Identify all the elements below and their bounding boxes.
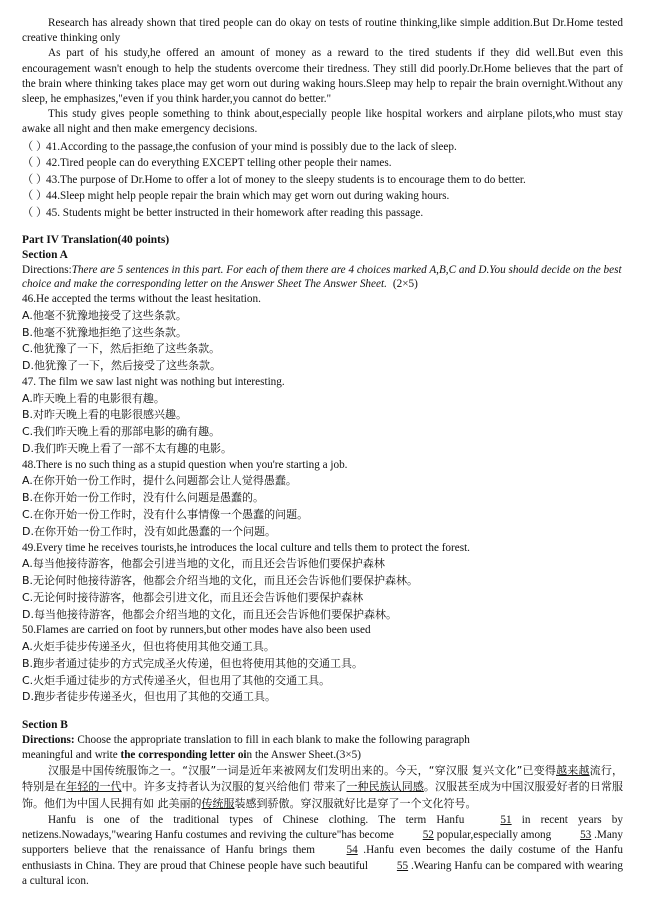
answer-paren[interactable]: （ ） xyxy=(22,173,48,186)
item-47 xyxy=(22,375,623,458)
question-text: 45. Students might be better instructed in their homework after reading this passage. xyxy=(46,207,424,219)
item-50 xyxy=(22,623,623,706)
judgement-questions xyxy=(22,139,623,222)
english-paragraph xyxy=(22,813,623,889)
directions-label: Directions: xyxy=(22,734,75,747)
en-text: .Many supporters believe that the renaissance of Hanfu brings them xyxy=(22,829,623,857)
cn-text: 。汉服甚至成为中国汉服爱好者的日常服饰。他们为中国人民拥有如 此美丽的 xyxy=(22,780,624,811)
option-c[interactable]: C.无论何时接待游客，他都会引进文化，而且还会告诉他们要保护森林 xyxy=(22,590,364,604)
cn-text: 中。许多支持者认为汉服的复兴给他们 带来了 xyxy=(121,780,347,794)
directions-label: Directions: xyxy=(22,263,72,276)
option-d[interactable]: D.每当他接待游客，他都会介绍当地的文化，而且还会告诉他们要保护森林。 xyxy=(22,607,397,621)
en-text: in recent years by netizens.Nowadays,"wearing Hanfu costumes and reviving the culture"has become xyxy=(22,814,623,842)
option-d[interactable]: D.我们昨天晚上看了一部不太有趣的电影。 xyxy=(22,441,232,455)
passage-paragraph-2: As part of his study,he offered an amount of money as a reward to the tired students if they did well.But even this encouragement wasn't enough to help the students overcome their tiredness. They still did poorly.Dr.Home believes that the part of the brain where thinking takes place may get worn out during waking hours.Sleep may help to repair the brain overnight.Without any sleep, he emphasizes,"even if you think harder,you cannot do better." xyxy=(22,47,623,106)
cn-underlined: 年轻的一代 xyxy=(66,780,122,794)
passage-paragraph-3: This study gives people something to think about,especially people like hospital workers and airplane pilots,who must stay awake all night and then make emergency decisions. xyxy=(22,108,623,136)
option-a[interactable]: A.他毫不犹豫地接受了这些条款。 xyxy=(22,308,187,322)
option-b[interactable]: B.跑步者通过徒步的方式完成圣火传递，但也将使用其他的交通工具。 xyxy=(22,656,364,670)
directions-text-end: n the Answer Sheet.(3×5) xyxy=(246,748,361,761)
item-stem: 48.There is no such thing as a stupid question when you're starting a job. xyxy=(22,458,348,471)
passage-paragraph-1: Research has already shown that tired people can do okay on tests of routine thinking,like simple addition.But Dr.Home tested creative thinking only xyxy=(22,17,623,45)
answer-paren[interactable]: （ ） xyxy=(22,190,48,203)
option-d[interactable]: D.他犹豫了一下，然后接受了这些条款。 xyxy=(22,359,221,373)
section-b-title: Section B xyxy=(22,719,68,732)
reading-passage xyxy=(22,0,623,138)
directions-bold-text: the corresponding letter oi xyxy=(120,748,247,761)
directions-text: Choose the appropriate translation to fill in each blank to make the following paragraph meaningful and write xyxy=(22,734,470,761)
cn-underlined: 一种民族认同感 xyxy=(346,780,424,794)
question-text: 44.Sleep might help people repair the brain which may get worn out during waking hours. xyxy=(46,190,450,203)
question-45 xyxy=(22,205,623,222)
option-d[interactable]: D.在你开始一份工作时，没有如此愚蠢的一个问题。 xyxy=(22,524,276,538)
blank-54[interactable]: 54 xyxy=(346,844,358,857)
option-c[interactable]: C.我们昨天晚上看的那部电影的确有趣。 xyxy=(22,425,221,439)
section-a-directions xyxy=(22,263,623,293)
option-b[interactable]: B.他毫不犹豫地拒绝了这些条款。 xyxy=(22,325,188,339)
question-text: 41.According to the passage,the confusion of your mind is possibly due to the lack of sleep. xyxy=(46,140,457,153)
option-c[interactable]: C.在你开始一份工作时，没有什么事情像一个愚蠢的问题。 xyxy=(22,507,309,521)
option-a[interactable]: A.每当他接待游客，他都会引进当地的文化，而且还会告诉他们要保护森林 xyxy=(22,557,385,571)
cn-text: 装感到骄傲。穿汉服就好比是穿了一个文化符号。 xyxy=(234,797,477,811)
part-title: Part IV Translation(40 points) xyxy=(22,233,170,246)
item-stem: 50.Flames are carried on foot by runners,but other modes have also been used xyxy=(22,624,371,637)
directions-text: There are 5 sentences in this part. For each of them there are 4 choices marked A,B,C and D.You should decide on the best choice and make the corresponding letter on the Answer Sheet The Answer Sheet. xyxy=(22,263,622,291)
answer-paren[interactable]: （ ） xyxy=(22,157,48,170)
en-text: popular,especially among xyxy=(433,829,555,842)
item-stem: 49.Every time he receives tourists,he introduces the local culture and tells them to protect the forest. xyxy=(22,541,470,554)
item-49 xyxy=(22,541,623,624)
blank-55[interactable]: 55 xyxy=(396,859,409,872)
cn-underlined: 传统服 xyxy=(201,797,235,811)
section-b-directions xyxy=(22,733,472,763)
option-c[interactable]: C.他犹豫了一下，然后拒绝了这些条款。 xyxy=(22,342,221,356)
blank-51[interactable]: 51 xyxy=(500,814,512,827)
option-b[interactable]: B.对昨天晚上看的电影很感兴趣。 xyxy=(22,408,188,422)
item-48 xyxy=(22,458,623,541)
item-stem: 46.He accepted the terms without the least hesitation. xyxy=(22,293,261,306)
option-b[interactable]: B.在你开始一份工作时，没有什么问题是愚蠢的。 xyxy=(22,491,265,505)
question-text: 42.Tired people can do everything EXCEPT telling other people their names. xyxy=(46,157,392,170)
option-a[interactable]: A.火炬手徒步传递圣火，但也将使用其他交通工具。 xyxy=(22,639,275,653)
chinese-paragraph xyxy=(22,763,623,813)
blank-53[interactable]: 53 xyxy=(580,829,592,842)
answer-paren[interactable]: （ ） xyxy=(22,140,48,153)
cn-text: 汉服是中国传统服饰之一。“汉服”一词是近年来被网友们发明出来的。今天，“穿汉服 复兴文化”已变得 xyxy=(48,763,557,777)
question-43 xyxy=(22,172,623,189)
section-a-title: Section A xyxy=(22,248,68,261)
en-text: .Hanfu even becomes the daily costume of the Hanfu enthusiasts in China. They are proud that Chinese people have such beautiful xyxy=(22,844,623,872)
option-c[interactable]: C.火炬手通过徒步的方式传递圣火，但也用了其他的交通工具。 xyxy=(22,673,331,687)
option-d[interactable]: D.跑步者徒步传递圣火，但也用了其他的交通工具。 xyxy=(22,690,276,704)
question-41 xyxy=(22,139,623,156)
item-stem: 47. The film we saw last night was nothing but interesting. xyxy=(22,375,285,388)
en-text: Hanfu is one of the traditional types of Chinese clothing. The term Hanfu xyxy=(48,814,475,827)
directions-score: (2×5) xyxy=(392,278,418,291)
en-text: .Wearing Hanfu can be compared with wearing a cultural icon. xyxy=(22,859,623,887)
cn-text: 流行，特别是在 xyxy=(22,763,624,794)
item-46 xyxy=(22,292,623,375)
question-text: 43.The purpose of Dr.Home to offer a lot of money to the sleepy students is to encourage them to do better. xyxy=(46,173,526,186)
option-b[interactable]: B.无论何时他接待游客，他都会介绍当地的文化，而且还会告诉他们要保护森林。 xyxy=(22,573,419,587)
option-a[interactable]: A.在你开始一份工作时，提什么问题都会让人觉得愚蠢。 xyxy=(22,474,297,488)
cn-underlined: 越来越 xyxy=(556,763,590,777)
question-44 xyxy=(22,188,623,205)
answer-paren[interactable]: （ ） xyxy=(22,207,48,219)
question-42 xyxy=(22,155,623,172)
blank-52[interactable]: 52 xyxy=(422,829,434,842)
option-a[interactable]: A.昨天晚上看的电影很有趣。 xyxy=(22,391,165,405)
